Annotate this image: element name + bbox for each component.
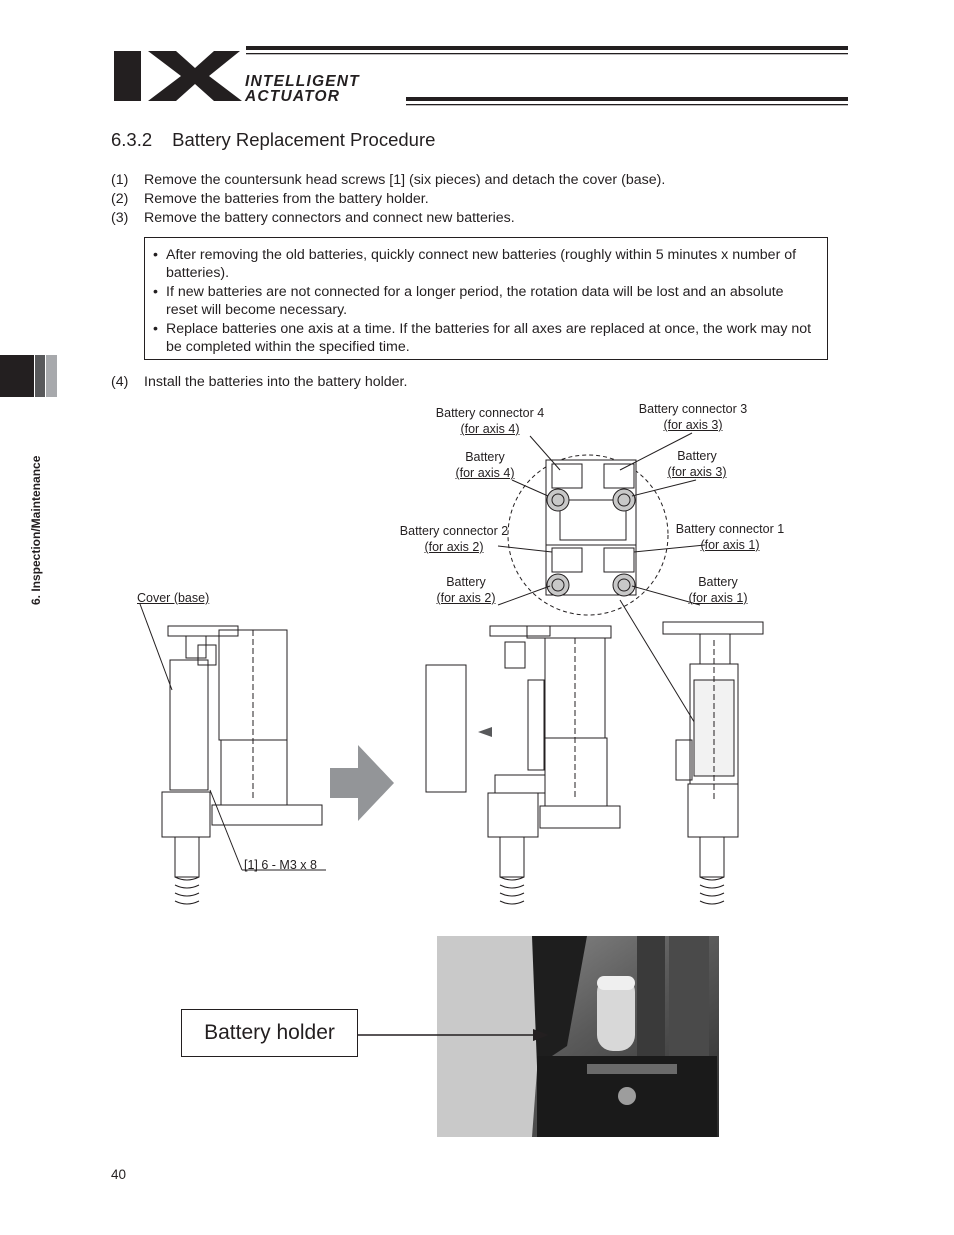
label-battery-connector-3: Battery connector 3 (for axis 3) [638, 402, 748, 432]
label-cover-base: Cover (base) [137, 591, 210, 605]
label-battery-connector-2: Battery connector 2 (for axis 2) [399, 524, 509, 554]
label-battery-connector-1: Battery connector 1 (for axis 1) [675, 522, 785, 552]
label-battery-axis-3: Battery (for axis 3) [667, 449, 727, 479]
step-4: (4) Install the batteries into the battery holder. [111, 374, 408, 390]
section-number: 6.3.2 [111, 129, 153, 150]
battery-holder-callout: Battery holder [181, 1009, 358, 1057]
page-number: 40 [111, 1167, 127, 1182]
step-2: (2) Remove the batteries from the battery holder. [111, 191, 429, 207]
label-screws: [1] 6 - M3 x 8 [244, 858, 317, 872]
label-battery-connector-4: Battery connector 4 (for axis 4) [435, 406, 545, 436]
label-battery-axis-2: Battery (for axis 2) [436, 575, 496, 605]
note-item: • After removing the old batteries, quickly connect new batteries (roughly within 5 minutes x number of batteries). [153, 247, 797, 281]
note-item: • Replace batteries one axis at a time. If the batteries for all axes are replaced at once, the work may not be completed within the specified time. [153, 321, 812, 355]
label-battery-axis-4: Battery (for axis 4) [455, 450, 515, 480]
step-1: (1) Remove the countersunk head screws [1] (six pieces) and detach the cover (base). [111, 172, 666, 188]
logo-text-intelligent: INTELLIGENT [245, 73, 360, 90]
chapter-label: 6. Inspection/Maintenance [29, 455, 43, 605]
section-title: Battery Replacement Procedure [172, 129, 436, 150]
step-3: (3) Remove the battery connectors and connect new batteries. [111, 210, 515, 226]
logo-text-actuator: ACTUATOR [245, 88, 341, 105]
callout-arrow [357, 1028, 552, 1042]
note-item: • If new batteries are not connected for a longer period, the rotation data will be lost and an absolute reset will become necessary. [153, 284, 784, 318]
label-battery-axis-1: Battery (for axis 1) [688, 575, 748, 605]
